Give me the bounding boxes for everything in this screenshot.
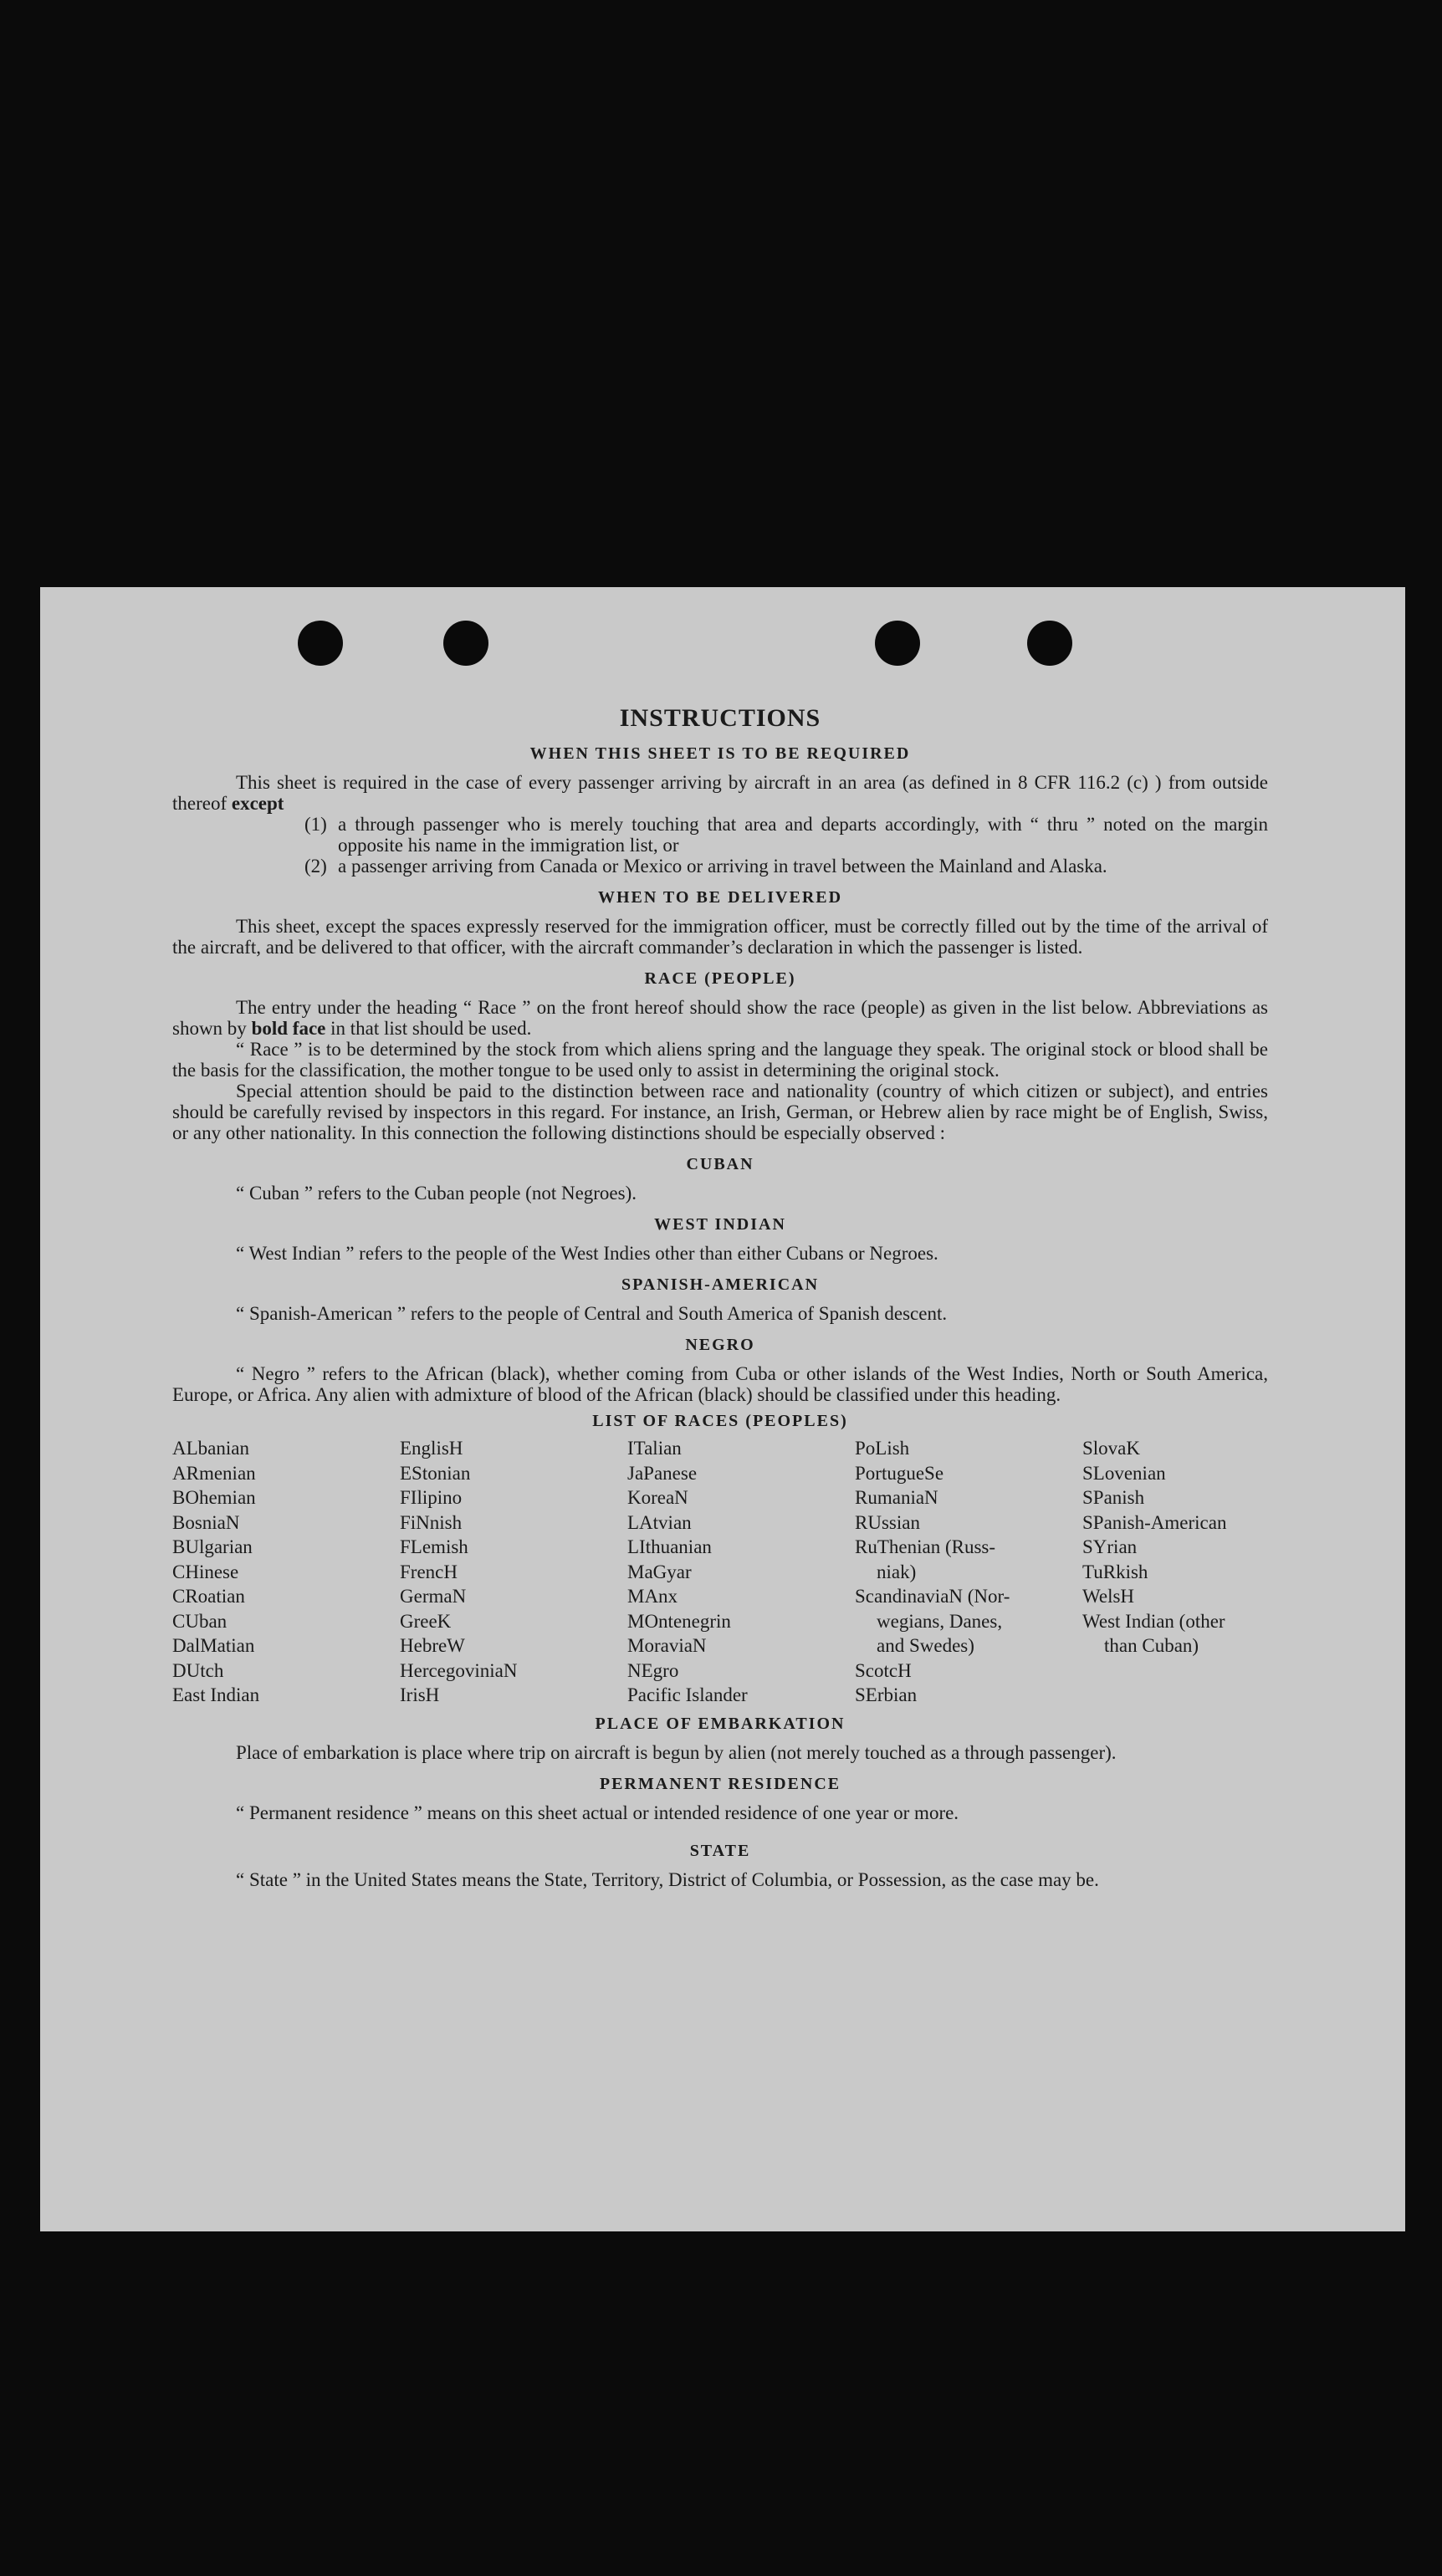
- races-column-2: [400, 1436, 627, 1708]
- embarkation-text: Place of embarkation is place where trip on aircraft is begun by alien (not merely touched as a through passenger).: [236, 1741, 1117, 1763]
- race-entry-continued: niak): [877, 1561, 917, 1582]
- race-entry-continued: wegians, Danes,: [877, 1610, 1003, 1632]
- list-item: (2) a passenger arriving from Canada or Mexico or arriving in travel between the Mainland and Alaska.: [304, 856, 1107, 877]
- race-entry: East Indian: [172, 1684, 260, 1705]
- race-entry: West Indian (other: [1082, 1610, 1225, 1632]
- punch-hole: [443, 621, 488, 666]
- heading-state: STATE: [689, 1841, 751, 1860]
- race-entry: GermaN: [400, 1586, 467, 1607]
- heading-west-indian: WEST INDIAN: [654, 1215, 786, 1234]
- race-entry: CUban: [172, 1610, 228, 1632]
- race-entry-continued: and Swedes): [877, 1635, 974, 1656]
- heading-list-of-races: LIST OF RACES (PEOPLES): [592, 1412, 848, 1430]
- bold-face-word: bold face: [251, 1018, 326, 1039]
- race-entry: ALbanian: [172, 1438, 249, 1459]
- race-entry: LIthuanian: [627, 1536, 712, 1557]
- races-column-5: [1082, 1436, 1310, 1708]
- when-delivered-text: This sheet, except the spaces expressly reserved for the immigration officer, must be correctly filled out by the time of the arrival of the aircraft, and be delivered to that officer, with the aircraft commander’s declaration in which the passenger is listed.: [172, 916, 1268, 958]
- race-entry: BosniaN: [172, 1511, 240, 1533]
- heading-when-required: WHEN THIS SHEET IS TO BE REQUIRED: [529, 744, 911, 763]
- except-word: except: [231, 793, 284, 814]
- race-paragraph-2: “ Race ” is to be determined by the stock from which aliens spring and the language they speak. The original stock or blood shall be the basis for the classification, the mother tongue to be used only to assist in determining the original stock.: [172, 1039, 1268, 1081]
- race-paragraph-3: Special attention should be paid to the distinction between race and nationality (country of which citizen or subject), and entries should be carefully revised by inspectors in this regard. For instance, an Irish, German, or Hebrew alien by race might be of English, Swiss, or any other nationality. In this connection the following distinctions should be especially observed :: [172, 1081, 1268, 1143]
- instruction-sheet: [40, 587, 1405, 2231]
- race-entry: SYrian: [1082, 1536, 1138, 1557]
- race-entry: GreeK: [400, 1610, 452, 1632]
- race-entry: FIlipino: [400, 1487, 463, 1508]
- race-entry: FLemish: [400, 1536, 468, 1557]
- race-entry: SPanish: [1082, 1487, 1145, 1508]
- race-entry: BUlgarian: [172, 1536, 253, 1557]
- punch-hole: [875, 621, 920, 666]
- race-entry: RUssian: [855, 1511, 920, 1533]
- race-entry: JaPanese: [627, 1462, 698, 1484]
- race-entry: EnglisH: [400, 1438, 463, 1459]
- race-entry: ScotcH: [855, 1659, 912, 1681]
- race-entry: TuRkish: [1082, 1561, 1148, 1582]
- punch-hole: [298, 621, 343, 666]
- race-entry: ScandinaviaN (Nor-: [855, 1586, 1010, 1607]
- race-entry: PoLish: [855, 1438, 910, 1459]
- race-entry: HebreW: [400, 1635, 465, 1656]
- page-title: INSTRUCTIONS: [619, 704, 821, 732]
- race-entry: PortugueSe: [855, 1462, 944, 1484]
- race-entry: DalMatian: [172, 1635, 255, 1656]
- race-entry: FiNnish: [400, 1511, 463, 1533]
- race-entry: SlovaK: [1082, 1438, 1140, 1459]
- race-entry: ITalian: [627, 1438, 682, 1459]
- race-entry: RumaniaN: [855, 1487, 938, 1508]
- race-entry: MaGyar: [627, 1561, 692, 1582]
- race-entry-continued: than Cuban): [1104, 1635, 1199, 1656]
- races-column-4: [855, 1436, 1082, 1708]
- race-entry: IrisH: [400, 1684, 440, 1705]
- race-entry: MAnx: [627, 1586, 678, 1607]
- race-entry: CRoatian: [172, 1586, 245, 1607]
- race-entry: SErbian: [855, 1684, 918, 1705]
- race-paragraph-1: The entry under the heading “ Race ” on the front hereof should show the race (people) as given in the list below. Abbreviations as shown by bold face in that list should be used.: [172, 997, 1268, 1039]
- west-indian-text: “ West Indian ” refers to the people of the West Indies other than either Cubans or Negroes.: [236, 1243, 938, 1264]
- race-entry: FrencH: [400, 1561, 458, 1582]
- negro-text: “ Negro ” refers to the African (black), whether coming from Cuba or other islands of the West Indies, North or South America, Europe, or Africa. Any alien with admixture of blood of the African (black) should be classified under this heading.: [172, 1363, 1268, 1405]
- races-column-1: [172, 1436, 400, 1708]
- heading-embarkation: PLACE OF EMBARKATION: [595, 1714, 846, 1733]
- race-entry: DUtch: [172, 1659, 224, 1681]
- race-entry: KoreaN: [627, 1487, 688, 1508]
- heading-race: RACE (PEOPLE): [644, 969, 796, 988]
- race-entry: BOhemian: [172, 1487, 256, 1508]
- race-entry: NEgro: [627, 1659, 679, 1681]
- heading-spanish-american: SPANISH-AMERICAN: [621, 1275, 820, 1294]
- race-entry: SLovenian: [1082, 1462, 1166, 1484]
- race-entry: WelsH: [1082, 1586, 1135, 1607]
- race-entry: RuThenian (Russ-: [855, 1536, 996, 1557]
- list-item: (1) a through passenger who is merely touching that area and departs accordingly, with “ thru ” noted on the margin opposite his name in the immigration list, or: [304, 814, 1268, 856]
- punch-hole: [1027, 621, 1072, 666]
- cuban-text: “ Cuban ” refers to the Cuban people (not Negroes).: [236, 1183, 637, 1204]
- residence-text: “ Permanent residence ” means on this sheet actual or intended residence of one year or more.: [236, 1802, 959, 1823]
- spanish-american-text: “ Spanish-American ” refers to the people of Central and South America of Spanish descent.: [236, 1303, 948, 1324]
- race-entry: SPanish-American: [1082, 1511, 1227, 1533]
- race-entry: ARmenian: [172, 1462, 256, 1484]
- when-required-intro: This sheet is required in the case of every passenger arriving by aircraft in an area (as defined in 8 CFR 116.2 (c) ) from outside thereof except: [172, 772, 1268, 814]
- heading-when-delivered: WHEN TO BE DELIVERED: [597, 888, 843, 907]
- heading-cuban: CUBAN: [686, 1155, 754, 1173]
- heading-permanent-residence: PERMANENT RESIDENCE: [599, 1774, 841, 1793]
- heading-negro: NEGRO: [685, 1336, 755, 1354]
- race-entry: EStonian: [400, 1462, 471, 1484]
- race-entry: Pacific Islander: [627, 1684, 748, 1705]
- state-text: “ State ” in the United States means the State, Territory, District of Columbia, or Possession, as the case may be.: [236, 1868, 1099, 1890]
- races-list: [172, 1436, 1268, 1708]
- race-entry: HercegoviniaN: [400, 1659, 518, 1681]
- race-entry: MOntenegrin: [627, 1610, 731, 1632]
- races-column-3: [627, 1436, 855, 1708]
- race-entry: CHinese: [172, 1561, 239, 1582]
- race-entry: MoraviaN: [627, 1635, 707, 1656]
- race-entry: LAtvian: [627, 1511, 692, 1533]
